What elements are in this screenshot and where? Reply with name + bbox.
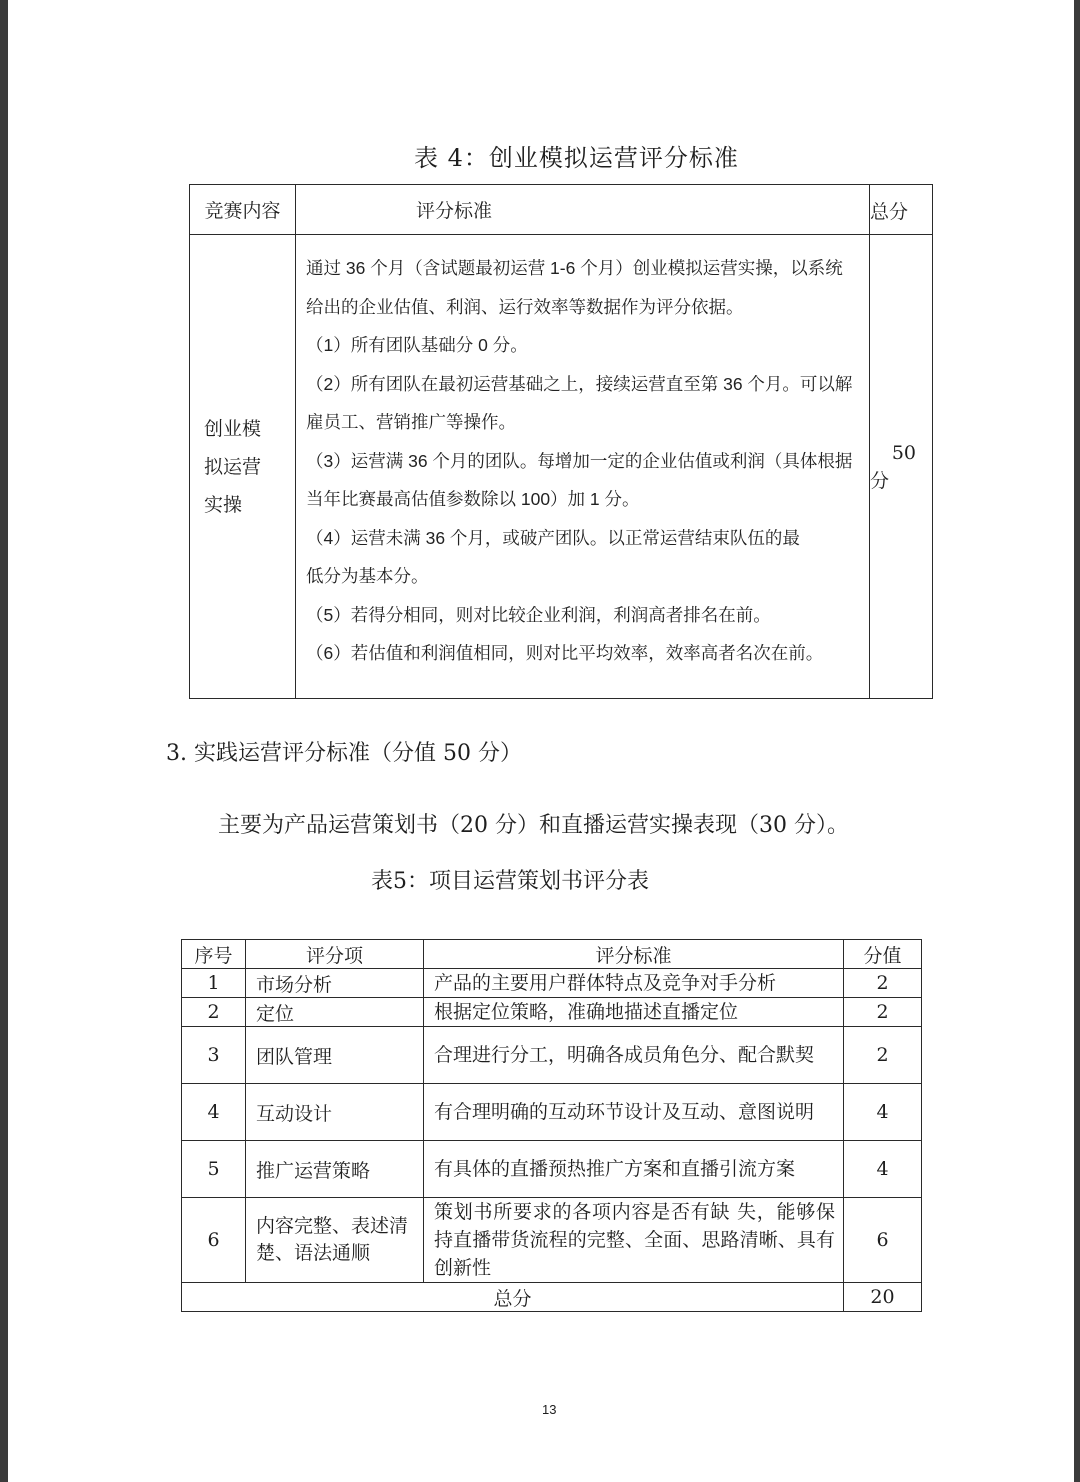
row-item: 内容完整、表述清楚、语法通顺 [246,1198,424,1283]
table4-row [190,235,933,699]
row-score: 6 [844,1198,922,1283]
competition-line: 实操 [204,493,243,516]
table5-header-standard: 评分标准 [424,940,844,969]
table4-header-row [190,185,933,235]
document-page [8,0,1074,1482]
row-score: 2 [844,998,922,1027]
criteria-line: （5）若得分相同，则对比较企业利润，利润高者排名在前。 [306,604,771,625]
row-standard: 合理进行分工，明确各成员角色分、配合默契 [424,1027,844,1084]
section3-heading: 3. 实践运营评分标准（分值 50 分） [166,741,522,766]
row-item: 团队管理 [246,1027,424,1084]
table5 [181,939,922,1312]
row-no: 5 [182,1141,246,1198]
row-no: 2 [182,998,246,1027]
section3-intro: 主要为产品运营策划书（20 分）和直播运营实操表现（30 分）。 [218,813,849,838]
table5-header-score: 分值 [844,940,922,969]
table-row [182,1084,922,1141]
table4 [189,184,933,699]
table4-header-criteria: 评分标准 [296,185,870,235]
criteria-line: 给出的企业估值、利润、运行效率等数据作为评分依据。 [306,296,744,317]
row-standard: 有合理明确的互动环节设计及互动、意图说明 [424,1084,844,1141]
criteria-line: （4）运营未满 36 个月，或破产团队。以正常运营结束队伍的最 [306,527,800,548]
row-score: 4 [844,1084,922,1141]
row-no: 3 [182,1027,246,1084]
row-item: 市场分析 [246,969,424,998]
table5-header-item: 评分项 [246,940,424,969]
criteria-line: 雇员工、营销推广等操作。 [306,412,516,432]
table4-competition-cell [190,235,296,699]
table5-header-no: 序号 [182,940,246,969]
row-score: 4 [844,1141,922,1198]
table5-total-row [182,1283,922,1312]
table4-total-cell [870,235,933,699]
competition-line: 拟运营 [204,455,262,478]
table5-total-label: 总分 [182,1283,844,1312]
table-row [182,969,922,998]
table-row [182,998,922,1027]
page-number: 13 [542,1402,557,1417]
criteria-line: （2）所有团队在最初运营基础之上，接续运营直至第 36 个月。可以解 [306,373,853,394]
row-standard: 产品的主要用户群体特点及竞争对手分析 [424,969,844,998]
table-row [182,1198,922,1283]
criteria-line: （3）运营满 36 个月的团队。每增加一定的企业估值或利润（具体根据 [306,450,853,471]
table5-total-score: 20 [844,1283,922,1312]
criteria-line: 低分为基本分。 [306,566,429,586]
row-score: 2 [844,969,922,998]
row-item: 定位 [246,998,424,1027]
table4-title: 表 4：创业模拟运营评分标准 [414,144,739,172]
table-row [182,1141,922,1198]
table5-header-row [182,940,922,969]
table5-title: 表5：项目运营策划书评分表 [371,869,649,894]
row-standard: 策划书所要求的各项内容是否有缺 失，能够保持直播带货流程的完整、全面、思路清晰、具有创新性 [424,1198,844,1283]
row-no: 1 [182,969,246,998]
criteria-line: （6）若估值和利润值相同，则对比平均效率，效率高者名次在前。 [306,643,824,663]
table4-criteria-cell [296,235,870,699]
row-item: 推广运营策略 [246,1141,424,1198]
row-no: 6 [182,1198,246,1283]
competition-line: 创业模 [204,417,262,440]
criteria-line: （1）所有团队基础分 0 分。 [306,335,528,355]
table-row [182,1027,922,1084]
total-line: 分 [870,469,890,492]
criteria-line: 通过 36 个月（含试题最初运营 1-6 个月）创业模拟运营实操，以系统 [306,258,843,278]
row-standard: 根据定位策略，准确地描述直播定位 [424,998,844,1027]
table4-header-total: 总分 [870,185,933,235]
table4-header-content: 竞赛内容 [190,185,296,235]
row-standard: 有具体的直播预热推广方案和直播引流方案 [424,1141,844,1198]
criteria-line: 当年比赛最高估值参数除以 100）加 1 分。 [306,489,640,509]
total-line: 50 [891,441,916,464]
row-score: 2 [844,1027,922,1084]
row-item: 互动设计 [246,1084,424,1141]
row-no: 4 [182,1084,246,1141]
